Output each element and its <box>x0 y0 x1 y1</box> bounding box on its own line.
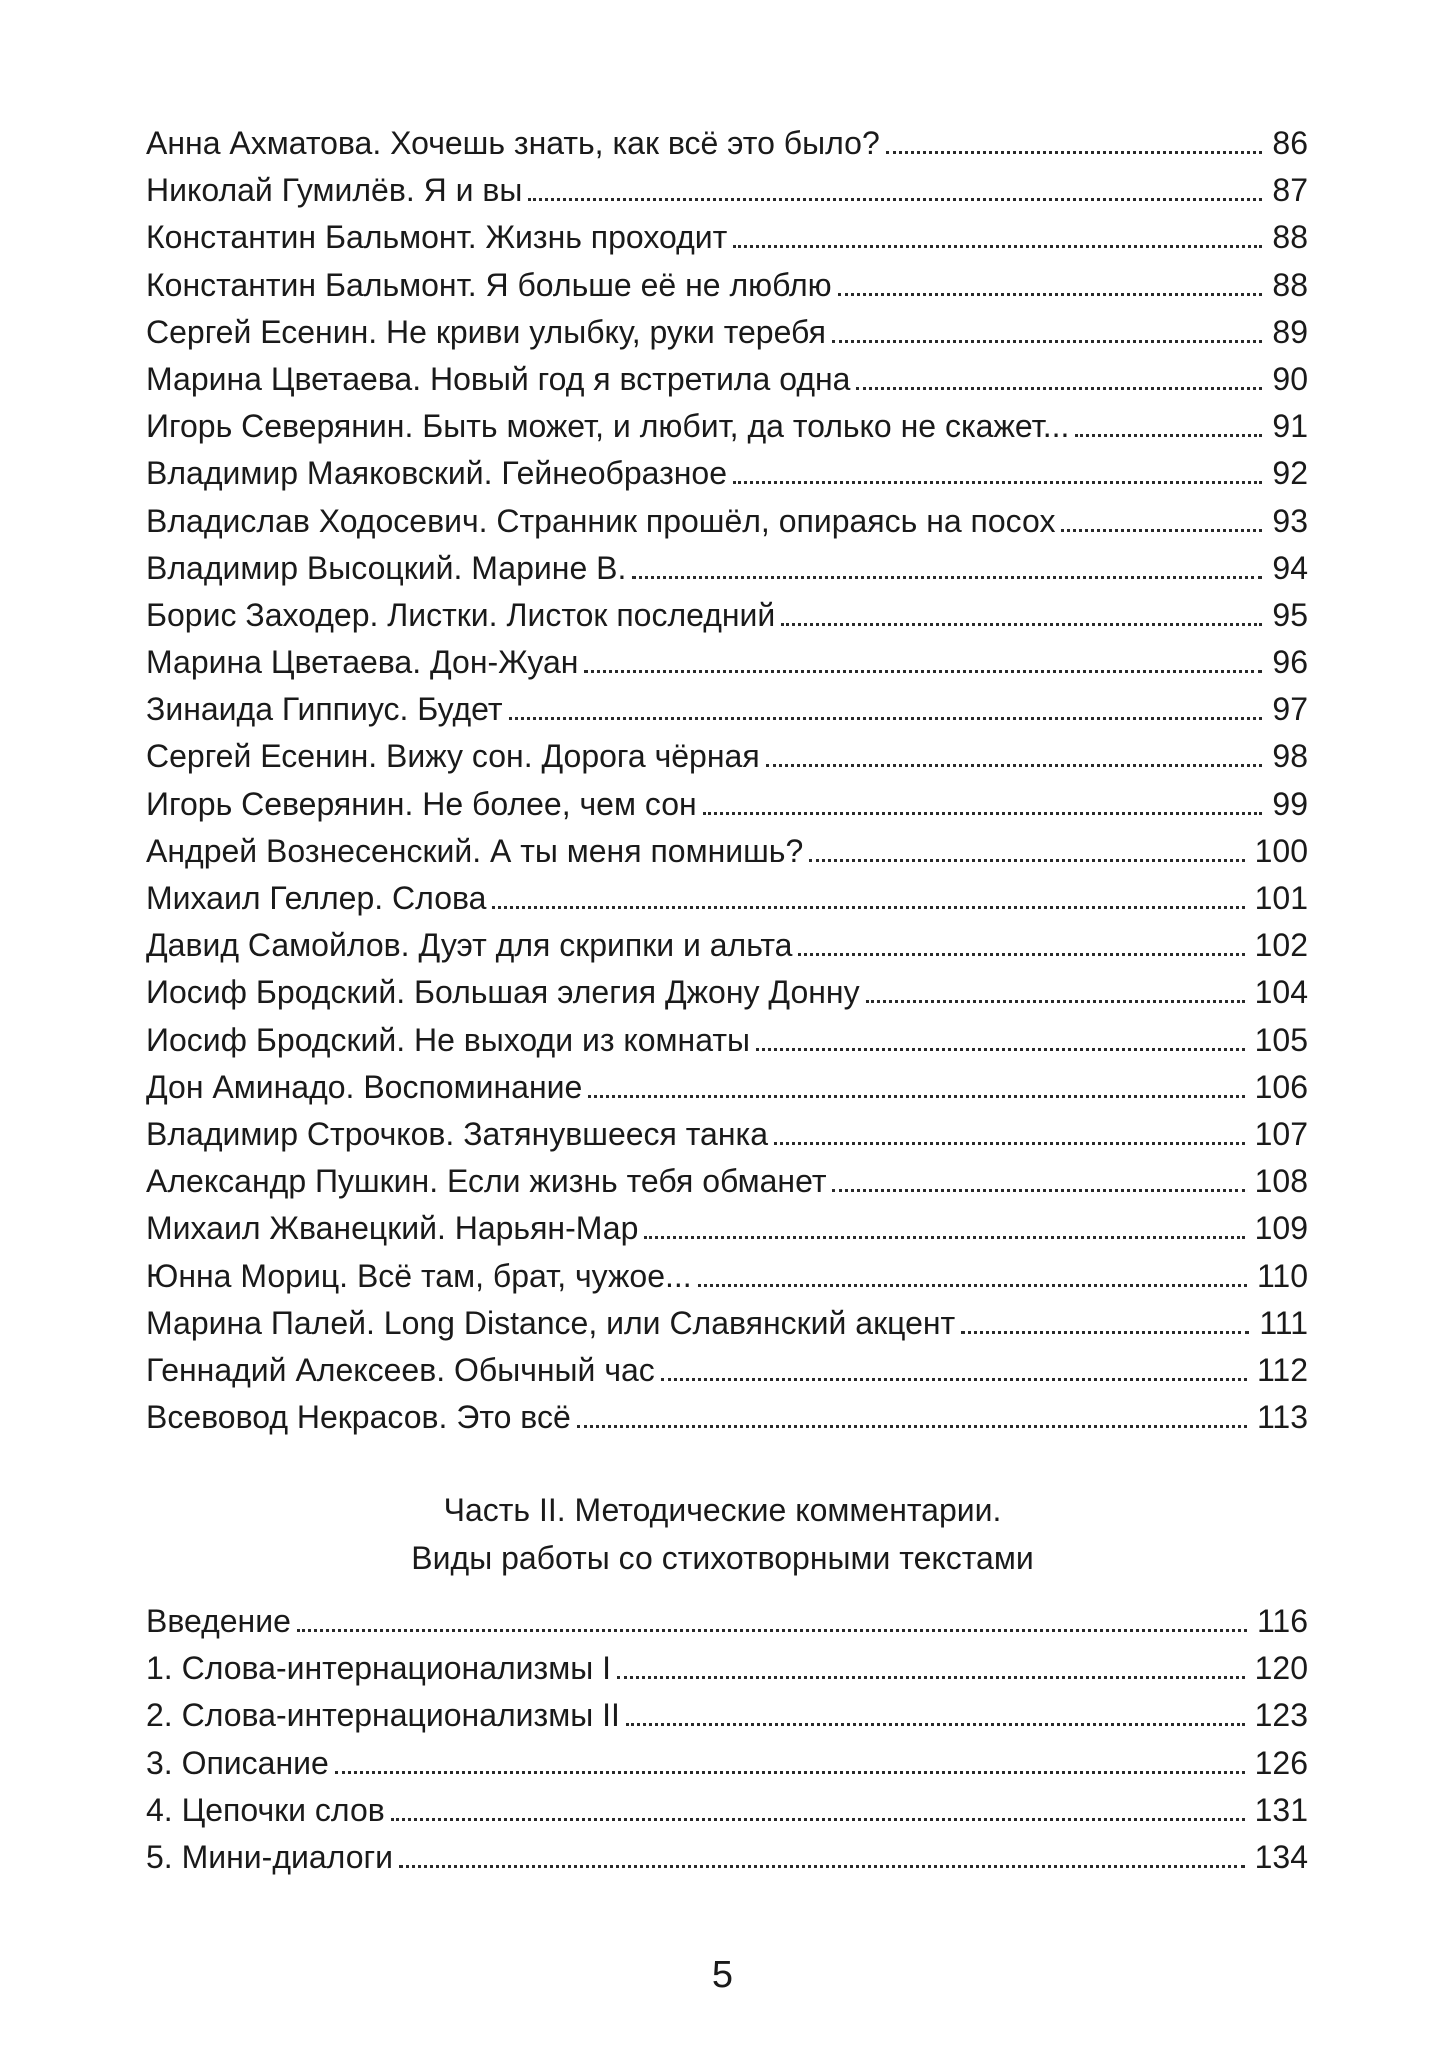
toc-entry-title: Владислав Ходосевич. Странник прошёл, опираясь на посох <box>146 502 1056 539</box>
toc-dot-leader <box>832 1189 1244 1192</box>
toc-entry-title: Михаил Геллер. Слова <box>146 880 487 916</box>
toc-entry-page-number: 88 <box>1272 219 1308 256</box>
toc-entry <box>146 498 1308 545</box>
toc-entry-title: 5. Мини-диалоги <box>146 1838 394 1875</box>
toc-dot-leader <box>492 906 1244 909</box>
page-number: 5 <box>711 1954 734 1996</box>
toc-entry-title: Сергей Есенин. Не криви улыбку, руки теребя <box>146 313 826 350</box>
toc-entry-title: Анна Ахматова. Хочешь знать, как всё это было? <box>146 125 880 161</box>
toc-entry-title: Николай Гумилёв. Я и вы <box>146 172 523 209</box>
toc-entry-title: Андрей Вознесенский. А ты меня помнишь? <box>146 832 804 869</box>
toc-entry-page-number: 99 <box>1272 785 1308 822</box>
toc-dot-leader <box>588 1095 1244 1098</box>
toc-entry <box>146 1064 1308 1111</box>
toc-entry <box>146 1692 1308 1739</box>
toc-dot-leader <box>766 764 1263 767</box>
toc-entry-title: Константин Бальмонт. Жизнь проходит <box>146 219 728 256</box>
toc-entry <box>146 403 1308 450</box>
toc-dot-leader <box>756 1048 1245 1051</box>
toc-dot-leader <box>509 717 1263 720</box>
toc-entry-page-number: 97 <box>1272 691 1308 728</box>
toc-dot-leader <box>961 1331 1249 1334</box>
toc-dot-leader <box>838 293 1263 296</box>
toc-dot-leader <box>644 1236 1244 1239</box>
toc-entry-page-number: 106 <box>1254 1068 1308 1105</box>
toc-entry-page-number: 111 <box>1259 1304 1308 1341</box>
toc-entry <box>146 1740 1308 1787</box>
toc-entry-page-number: 126 <box>1254 1744 1308 1781</box>
toc-dot-leader <box>584 670 1262 673</box>
toc-entry-title: Марина Цветаева. Дон-Жуан <box>146 644 579 681</box>
toc-dot-leader <box>856 387 1262 390</box>
toc-dot-leader <box>399 1865 1245 1868</box>
part2-heading <box>0 1487 1445 1582</box>
toc-entry-title: Владимир Маяковский. Гейнеобразное <box>146 455 728 492</box>
toc-entry-page-number: 116 <box>1256 1603 1308 1639</box>
toc-entry-page-number: 90 <box>1272 360 1308 397</box>
toc-dot-leader <box>733 245 1262 248</box>
toc-entry <box>146 686 1308 733</box>
part2-heading-line2: Виды работы со стихотворными текстами <box>411 1539 1034 1576</box>
toc-dot-leader <box>886 151 1263 154</box>
toc-entry <box>146 1111 1308 1158</box>
toc-entry-page-number: 109 <box>1254 1210 1308 1247</box>
toc-dot-leader <box>626 1723 1245 1726</box>
toc-entry <box>146 1253 1308 1300</box>
toc-entry-title: Константин Бальмонт. Я больше её не люблю <box>146 266 832 303</box>
toc-entry-page-number: 100 <box>1254 832 1308 869</box>
toc-entry-title: Сергей Есенин. Вижу сон. Дорога чёрная <box>146 738 760 775</box>
toc-dot-leader <box>577 1425 1247 1428</box>
toc-entry-page-number: 96 <box>1272 644 1308 681</box>
toc-entry-title: Владимир Высоцкий. Марине В. <box>146 549 627 586</box>
toc-entry-title: Иосиф Бродский. Большая элегия Джону Донну <box>146 974 860 1011</box>
table-of-contents-part1 <box>146 120 1308 1441</box>
toc-dot-leader <box>632 576 1262 579</box>
toc-entry <box>146 639 1308 686</box>
toc-entry-page-number: 98 <box>1272 738 1308 775</box>
toc-entry-page-number: 131 <box>1254 1791 1308 1828</box>
toc-entry <box>146 1347 1308 1394</box>
toc-dot-leader <box>661 1378 1247 1381</box>
toc-entry-page-number: 89 <box>1272 313 1308 350</box>
toc-entry-title: Геннадий Алексеев. Обычный час <box>146 1351 655 1388</box>
toc-entry-title: Юнна Мориц. Всё там, брат, чужое... <box>146 1257 692 1294</box>
toc-dot-leader <box>617 1676 1245 1679</box>
toc-entry <box>146 450 1308 497</box>
toc-entry <box>146 875 1308 922</box>
toc-entry <box>146 733 1308 780</box>
toc-dot-leader <box>866 1000 1245 1003</box>
toc-entry <box>146 1394 1308 1441</box>
toc-entry-title: Введение <box>146 1603 291 1639</box>
toc-entry-page-number: 87 <box>1272 172 1308 209</box>
toc-entry-page-number: 123 <box>1254 1697 1308 1734</box>
toc-entry <box>146 969 1308 1016</box>
toc-dot-leader <box>528 198 1262 201</box>
toc-entry <box>146 120 1308 167</box>
toc-entry-page-number: 105 <box>1254 1021 1308 1058</box>
toc-dot-leader <box>781 623 1262 626</box>
toc-entry <box>146 828 1308 875</box>
toc-entry-title: Дон Аминадо. Воспоминание <box>146 1068 583 1105</box>
toc-entry-page-number: 93 <box>1272 502 1308 539</box>
toc-entry-page-number: 92 <box>1272 455 1308 492</box>
toc-entry <box>146 1017 1308 1064</box>
toc-dot-leader <box>832 340 1262 343</box>
toc-dot-leader <box>698 1284 1247 1287</box>
toc-entry-title: Александр Пушкин. Если жизнь тебя обманет <box>146 1163 827 1200</box>
toc-entry-page-number: 86 <box>1272 125 1308 161</box>
toc-entry <box>146 1787 1308 1834</box>
toc-entry <box>146 1300 1308 1347</box>
toc-entry-page-number: 112 <box>1256 1351 1308 1388</box>
toc-entry <box>146 545 1308 592</box>
part2-heading-line1: Часть II. Методические комментарии. <box>443 1492 1002 1528</box>
toc-entry-title: Борис Заходер. Листки. Листок последний <box>146 596 776 633</box>
toc-entry-page-number: 91 <box>1272 408 1308 445</box>
toc-entry <box>146 214 1308 261</box>
toc-dot-leader <box>774 1142 1245 1145</box>
toc-entry <box>146 1158 1308 1205</box>
toc-dot-leader <box>391 1818 1245 1821</box>
toc-entry-page-number: 120 <box>1254 1650 1308 1687</box>
toc-entry-title: 3. Описание <box>146 1744 329 1781</box>
toc-entry-page-number: 95 <box>1272 596 1308 633</box>
table-of-contents-part2 <box>146 1598 1308 1881</box>
toc-entry <box>146 781 1308 828</box>
toc-entry <box>146 1645 1308 1692</box>
toc-entry-title: Марина Палей. Long Distance, или Славянский акцент <box>146 1304 956 1341</box>
toc-entry-page-number: 110 <box>1256 1257 1308 1294</box>
toc-dot-leader <box>809 859 1244 862</box>
toc-entry <box>146 1205 1308 1252</box>
toc-entry <box>146 167 1308 214</box>
toc-entry <box>146 1834 1308 1881</box>
toc-entry <box>146 356 1308 403</box>
toc-entry-title: Михаил Жванецкий. Нарьян-Мар <box>146 1210 639 1247</box>
toc-entry-title: 4. Цепочки слов <box>146 1791 385 1828</box>
toc-entry-title: Давид Самойлов. Дуэт для скрипки и альта <box>146 927 793 964</box>
toc-dot-leader <box>335 1771 1245 1774</box>
toc-entry-page-number: 101 <box>1254 880 1308 916</box>
toc-entry <box>146 309 1308 356</box>
toc-entry <box>146 1598 1308 1645</box>
toc-dot-leader <box>733 481 1262 484</box>
toc-entry-page-number: 108 <box>1254 1163 1308 1200</box>
toc-entry-title: Марина Цветаева. Новый год я встретила одна <box>146 360 851 397</box>
toc-entry-page-number: 107 <box>1254 1115 1308 1152</box>
toc-entry-page-number: 104 <box>1254 974 1308 1011</box>
toc-dot-leader <box>1075 434 1262 437</box>
toc-entry-page-number: 102 <box>1254 927 1308 964</box>
toc-dot-leader <box>798 953 1244 956</box>
toc-entry-title: Владимир Строчков. Затянувшееся танка <box>146 1115 769 1152</box>
toc-dot-leader <box>1061 529 1262 532</box>
toc-entry-page-number: 113 <box>1256 1399 1308 1436</box>
toc-dot-leader <box>297 1629 1247 1632</box>
toc-entry-title: Игорь Северянин. Не более, чем сон <box>146 785 697 822</box>
toc-entry-page-number: 94 <box>1272 549 1308 586</box>
toc-entry-title: Иосиф Бродский. Не выходи из комнаты <box>146 1021 750 1058</box>
toc-entry-title: 2. Слова-интернационализмы II <box>146 1697 620 1734</box>
toc-entry <box>146 262 1308 309</box>
toc-entry-title: Всевовод Некрасов. Это всё <box>146 1399 571 1436</box>
toc-entry-page-number: 88 <box>1272 266 1308 303</box>
toc-dot-leader <box>703 812 1263 815</box>
toc-entry-title: 1. Слова-интернационализмы I <box>146 1650 611 1687</box>
toc-entry-title: Зинаида Гиппиус. Будет <box>146 691 503 728</box>
toc-entry <box>146 592 1308 639</box>
toc-entry-page-number: 134 <box>1254 1838 1308 1875</box>
toc-entry-title: Игорь Северянин. Быть может, и любит, да только не скажет... <box>146 408 1070 445</box>
toc-entry <box>146 922 1308 969</box>
